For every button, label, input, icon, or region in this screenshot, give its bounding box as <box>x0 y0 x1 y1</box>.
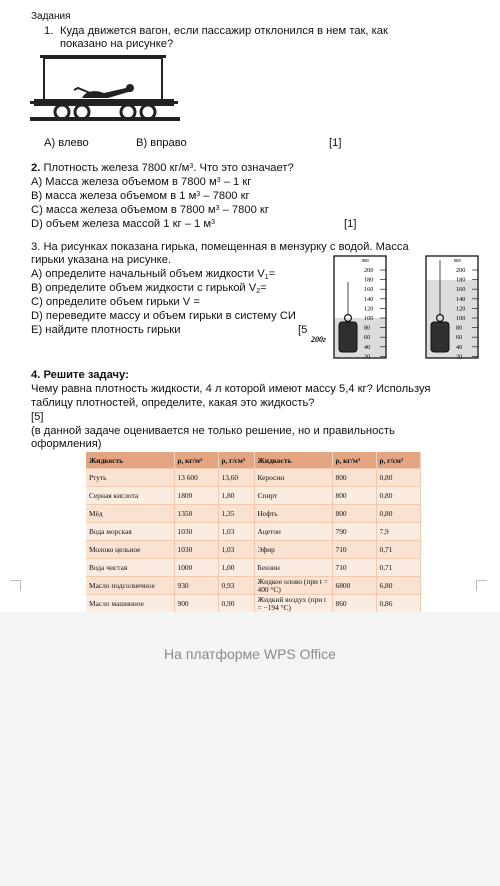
scale-label: 140 <box>456 295 466 303</box>
q3-b-sub: 2 <box>256 288 261 295</box>
table-cell: 710 <box>332 559 376 577</box>
scale-label: 160 <box>456 286 466 294</box>
table-header-cell: Жидкость <box>254 452 332 469</box>
q2-c-sup: 3 <box>215 205 220 212</box>
table-cell: 1,35 <box>218 505 254 523</box>
q2-c-text: С) масса железа объемом в 7800 м <box>31 204 216 216</box>
q1-number: 1. <box>44 25 54 37</box>
q2-option-a <box>31 176 251 189</box>
q3-points: [5 <box>298 324 308 336</box>
q2-b-sup: 3 <box>196 191 201 198</box>
q1-line1: Куда движется вагон, если пассажир отклонился в нем так, как <box>60 25 388 37</box>
q2-b-text: В) масса железа объемом в 1 м <box>31 190 197 202</box>
q3-a-sub: 1 <box>264 274 269 281</box>
scale-label: 120 <box>456 305 466 313</box>
q3-a-tail: = <box>268 268 276 280</box>
table-row <box>86 577 420 595</box>
q2-a-tail: – 1 кг <box>220 176 252 188</box>
scale-label: 120 <box>364 305 374 313</box>
q3-task-d: D) переведите массу и объем гирьки в систему СИ <box>31 310 296 322</box>
table-row <box>86 469 420 487</box>
table-cell: Эфир <box>254 541 332 559</box>
table-row <box>86 541 420 559</box>
table-cell: 0,80 <box>376 505 420 523</box>
q2-option-d <box>31 218 215 231</box>
table-cell: 0,90 <box>218 595 254 613</box>
table-cell: 0,86 <box>376 595 420 613</box>
q2-title <box>31 162 294 175</box>
q3-task-a <box>31 268 275 282</box>
q2-option-c <box>31 204 269 217</box>
q2-title-sup: 3 <box>189 163 194 170</box>
q1-option-a: А) влево <box>44 137 89 149</box>
scale-label: 180 <box>456 276 466 284</box>
table-cell: Бензин <box>254 559 332 577</box>
table-cell: 0,71 <box>376 559 420 577</box>
table-cell: 0,71 <box>376 541 420 559</box>
scale-label: 60 <box>456 334 463 342</box>
table-cell: 0,80 <box>376 487 420 505</box>
scale-label: 200 <box>364 267 374 274</box>
table-header-cell: Жидкость <box>86 452 174 469</box>
margin-mark-left <box>10 580 21 591</box>
table-cell: 710 <box>332 541 376 559</box>
q2-title-text: Плотность железа 7800 кг/м <box>43 162 190 174</box>
q1-points: [1] <box>329 137 342 149</box>
table-cell: 1800 <box>174 487 218 505</box>
table-cell: 1350 <box>174 505 218 523</box>
scale-label: 40 <box>364 343 371 351</box>
q4-line2: таблицу плотностей, определите, какая это жидкость? <box>31 397 315 409</box>
beaker-right <box>426 256 478 360</box>
table-header-cell: ρ, кг/м³ <box>332 452 376 469</box>
q2-title-num: 2. <box>31 162 41 174</box>
table-cell: 1,03 <box>218 541 254 559</box>
table-cell: Ртуть <box>86 469 174 487</box>
table-cell: 1030 <box>174 523 218 541</box>
table-cell: 790 <box>332 523 376 541</box>
table-cell: 1,03 <box>218 523 254 541</box>
q2-d-text: D) объем железа массой 1 кг – 1 м <box>31 218 212 230</box>
table-cell: Молоко цельное <box>86 541 174 559</box>
scale-label: 180 <box>364 276 374 284</box>
scale-label: 100 <box>364 315 374 322</box>
q1-line2: показано на рисунке? <box>60 38 174 50</box>
table-cell: Вода чистая <box>86 559 174 577</box>
table-cell: 0,93 <box>218 577 254 595</box>
scale-label: 200 <box>456 267 466 274</box>
table-cell: 13,60 <box>218 469 254 487</box>
table-cell: 1,80 <box>218 487 254 505</box>
table-cell: 13 600 <box>174 469 218 487</box>
table-header-cell: ρ, г/см³ <box>218 452 254 469</box>
table-row <box>86 487 420 505</box>
table-cell: 860 <box>332 595 376 613</box>
table-header-row <box>86 452 420 469</box>
beaker-left <box>310 256 386 360</box>
unit-label-left: мл <box>362 258 369 264</box>
scale-label: 40 <box>456 343 463 351</box>
table-cell: Мёд <box>86 505 174 523</box>
table-cell: 6,80 <box>376 577 420 595</box>
q4-points: [5] <box>31 411 44 423</box>
q2-d-sup: 3 <box>211 219 215 226</box>
scale-label: 100 <box>456 315 466 322</box>
margin-mark-right <box>476 580 487 591</box>
q4-line1: Чему равна плотность жидкости, 4 л которой имеют массу 5,4 кг? Используя <box>31 383 431 395</box>
table-cell: 1000 <box>174 559 218 577</box>
table-cell: 930 <box>174 577 218 595</box>
table-header-cell: ρ, кг/м³ <box>174 452 218 469</box>
table-row <box>86 595 420 613</box>
table-cell: Жидкий воздух (при t = −194 °С) <box>254 595 332 613</box>
scale-label: 80 <box>456 324 463 332</box>
table-cell: Ацетон <box>254 523 332 541</box>
table-cell: 800 <box>332 469 376 487</box>
q4-title: 4. Решите задачу: <box>31 369 129 381</box>
q3-task-e: Е) найдите плотность гирьки <box>31 324 181 336</box>
beakers-illustration <box>310 252 480 364</box>
table-cell: Жидкое олово (при t = 400 °С) <box>254 577 332 595</box>
q3-b-tail: = <box>260 282 267 294</box>
wagon-illustration <box>30 50 210 128</box>
q3-task-c: С) определите объем гирьки V = <box>31 296 200 308</box>
table-cell: Масло машинное <box>86 595 174 613</box>
q3-intro-line1: 3. На рисунках показана гирька, помещенная в мензурку с водой. Масса <box>31 241 409 253</box>
table-cell: 7,9 <box>376 523 420 541</box>
scale-label: 140 <box>364 295 374 303</box>
table-cell: Керосин <box>254 469 332 487</box>
table-cell: 1030 <box>174 541 218 559</box>
table-row <box>86 559 420 577</box>
table-header-cell: ρ, г/см³ <box>376 452 420 469</box>
table-cell: 900 <box>174 595 218 613</box>
scale-label: 20 <box>364 353 371 361</box>
table-cell: Нефть <box>254 505 332 523</box>
q2-points: [1] <box>344 218 357 230</box>
table-cell: Вода морская <box>86 523 174 541</box>
q3-b-text: В) определите объем жидкости с гирькой V <box>31 282 257 294</box>
table-cell: 6800 <box>332 577 376 595</box>
q2-option-b <box>31 190 250 203</box>
table-row <box>86 523 420 541</box>
wps-office-caption: На платформе WPS Office <box>164 646 336 662</box>
scale-label: 80 <box>364 324 371 332</box>
table-cell: Масло подсолнечное <box>86 577 174 595</box>
scale-label: 60 <box>364 334 371 342</box>
q2-a-sup: 3 <box>216 177 221 184</box>
q3-a-text: А) определите начальный объем жидкости V <box>31 268 265 280</box>
table-cell: 800 <box>332 505 376 523</box>
q2-title-tail: . Что это означает? <box>193 162 294 174</box>
table-row <box>86 505 420 523</box>
table-cell: 800 <box>332 487 376 505</box>
table-cell: Спирт <box>254 487 332 505</box>
q4-note-line1: (в данной задаче оценивается не только решение, но и правильность <box>31 425 395 437</box>
table-cell: 1,00 <box>218 559 254 577</box>
q1-option-b: В) вправо <box>136 137 187 149</box>
q3-task-b <box>31 282 267 296</box>
table-cell: Серная кислота <box>86 487 174 505</box>
q2-a-text: А) Масса железа объемом в 7800 м <box>31 176 217 188</box>
scale-label: 160 <box>364 286 374 294</box>
table-cell: 0,80 <box>376 469 420 487</box>
density-table <box>86 452 421 612</box>
section-header: Задания <box>31 11 71 22</box>
q3-intro-line2: гирьки указана на рисунке. <box>31 254 172 266</box>
q4-note-line2: оформления) <box>31 438 102 450</box>
mass-label: 200г <box>311 335 326 344</box>
unit-label-right: мл <box>454 258 461 264</box>
q2-c-tail: – 7800 кг <box>219 204 269 216</box>
scale-label: 20 <box>456 353 463 361</box>
q2-b-tail: – 7800 кг <box>200 190 250 202</box>
